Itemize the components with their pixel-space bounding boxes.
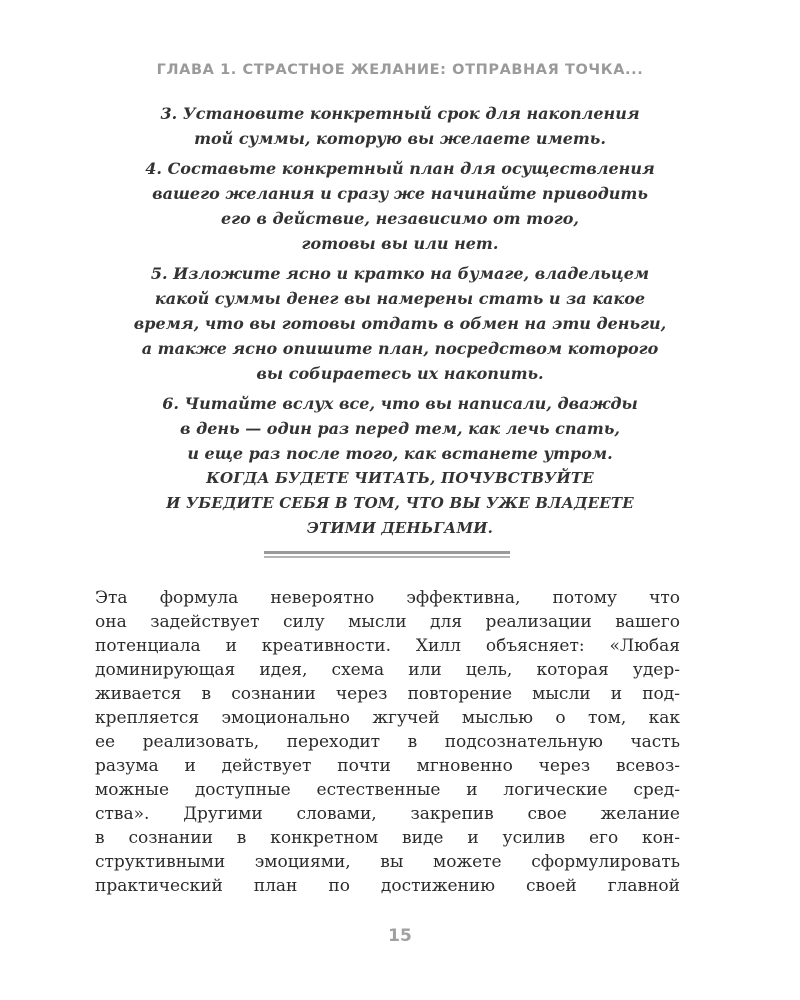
body-line: потенциала и креативности. Хилл объясняет: «Любая xyxy=(95,636,680,656)
step-line: его в действие, независимо от того, xyxy=(221,209,579,228)
step-line: и еще раз после того, как встанете утром. xyxy=(187,444,613,463)
body-line: структивными эмоциями, вы можете сформулировать xyxy=(95,852,680,872)
step-line: 4. Составьте конкретный план для осуществления xyxy=(145,159,655,178)
body-line: практический план по достижению своей главной xyxy=(95,876,680,896)
body-line: доминирующая идея, схема или цель, которая удер- xyxy=(95,660,680,680)
step-line: а также ясно опишите план, посредством которого xyxy=(141,339,659,358)
body-line: ее реализовать, переходит в подсознательную часть xyxy=(95,732,680,752)
divider-rule-bottom xyxy=(264,556,510,558)
body-line: разума и действует почти мгновенно через всевоз- xyxy=(95,756,680,776)
step-line: 6. Читайте вслух все, что вы написали, дважды xyxy=(162,394,638,413)
step-5 xyxy=(60,261,740,386)
section-divider xyxy=(264,551,510,558)
running-header: ГЛАВА 1. СТРАСТНОЕ ЖЕЛАНИЕ: ОТПРАВНАЯ ТОЧКА... xyxy=(156,62,644,78)
body-line: ства». Другими словами, закрепив свое желание xyxy=(95,804,680,824)
step-line: в день — один раз перед тем, как лечь спать, xyxy=(180,419,620,438)
body-line: она задействует силу мысли для реализации вашего xyxy=(95,612,680,632)
step-4 xyxy=(60,156,740,256)
step-caps-line: И УБЕДИТЕ СЕБЯ В ТОМ, ЧТО ВЫ УЖЕ ВЛАДЕЕТЕ xyxy=(166,494,634,512)
step-line: той суммы, которую вы желаете иметь. xyxy=(194,129,606,148)
step-line: вы собираетесь их накопить. xyxy=(256,364,544,383)
step-line: какой суммы денег вы намерены стать и за какое xyxy=(154,289,646,308)
body-line: живается в сознании через повторение мысли и под- xyxy=(95,684,680,704)
divider-rule-top xyxy=(264,551,510,554)
step-caps-line: ЭТИМИ ДЕНЬГАМИ. xyxy=(306,519,494,537)
steps-list xyxy=(60,101,740,546)
step-line: 5. Изложите ясно и кратко на бумаге, владельцем xyxy=(150,264,650,283)
page-number: 15 xyxy=(388,926,412,946)
body-line: крепляется эмоционально жгучей мыслью о том, как xyxy=(95,708,680,728)
body-paragraph xyxy=(95,586,680,898)
step-line: готовы вы или нет. xyxy=(301,234,499,253)
step-caps-line: КОГДА БУДЕТЕ ЧИТАТЬ, ПОЧУВСТВУЙТЕ xyxy=(206,469,594,487)
step-line: вашего желания и сразу же начинайте приводить xyxy=(152,184,648,203)
body-line: в сознании в конкретном виде и усилив его кон- xyxy=(95,828,680,848)
step-3 xyxy=(60,101,740,151)
step-6 xyxy=(60,391,740,541)
step-line: 3. Установите конкретный срок для накопления xyxy=(160,104,640,123)
body-line: Эта формула невероятно эффективна, потому что xyxy=(95,588,680,608)
step-line: время, что вы готовы отдать в обмен на эти деньги, xyxy=(133,314,667,333)
body-line: можные доступные естественные и логические сред- xyxy=(95,780,680,800)
